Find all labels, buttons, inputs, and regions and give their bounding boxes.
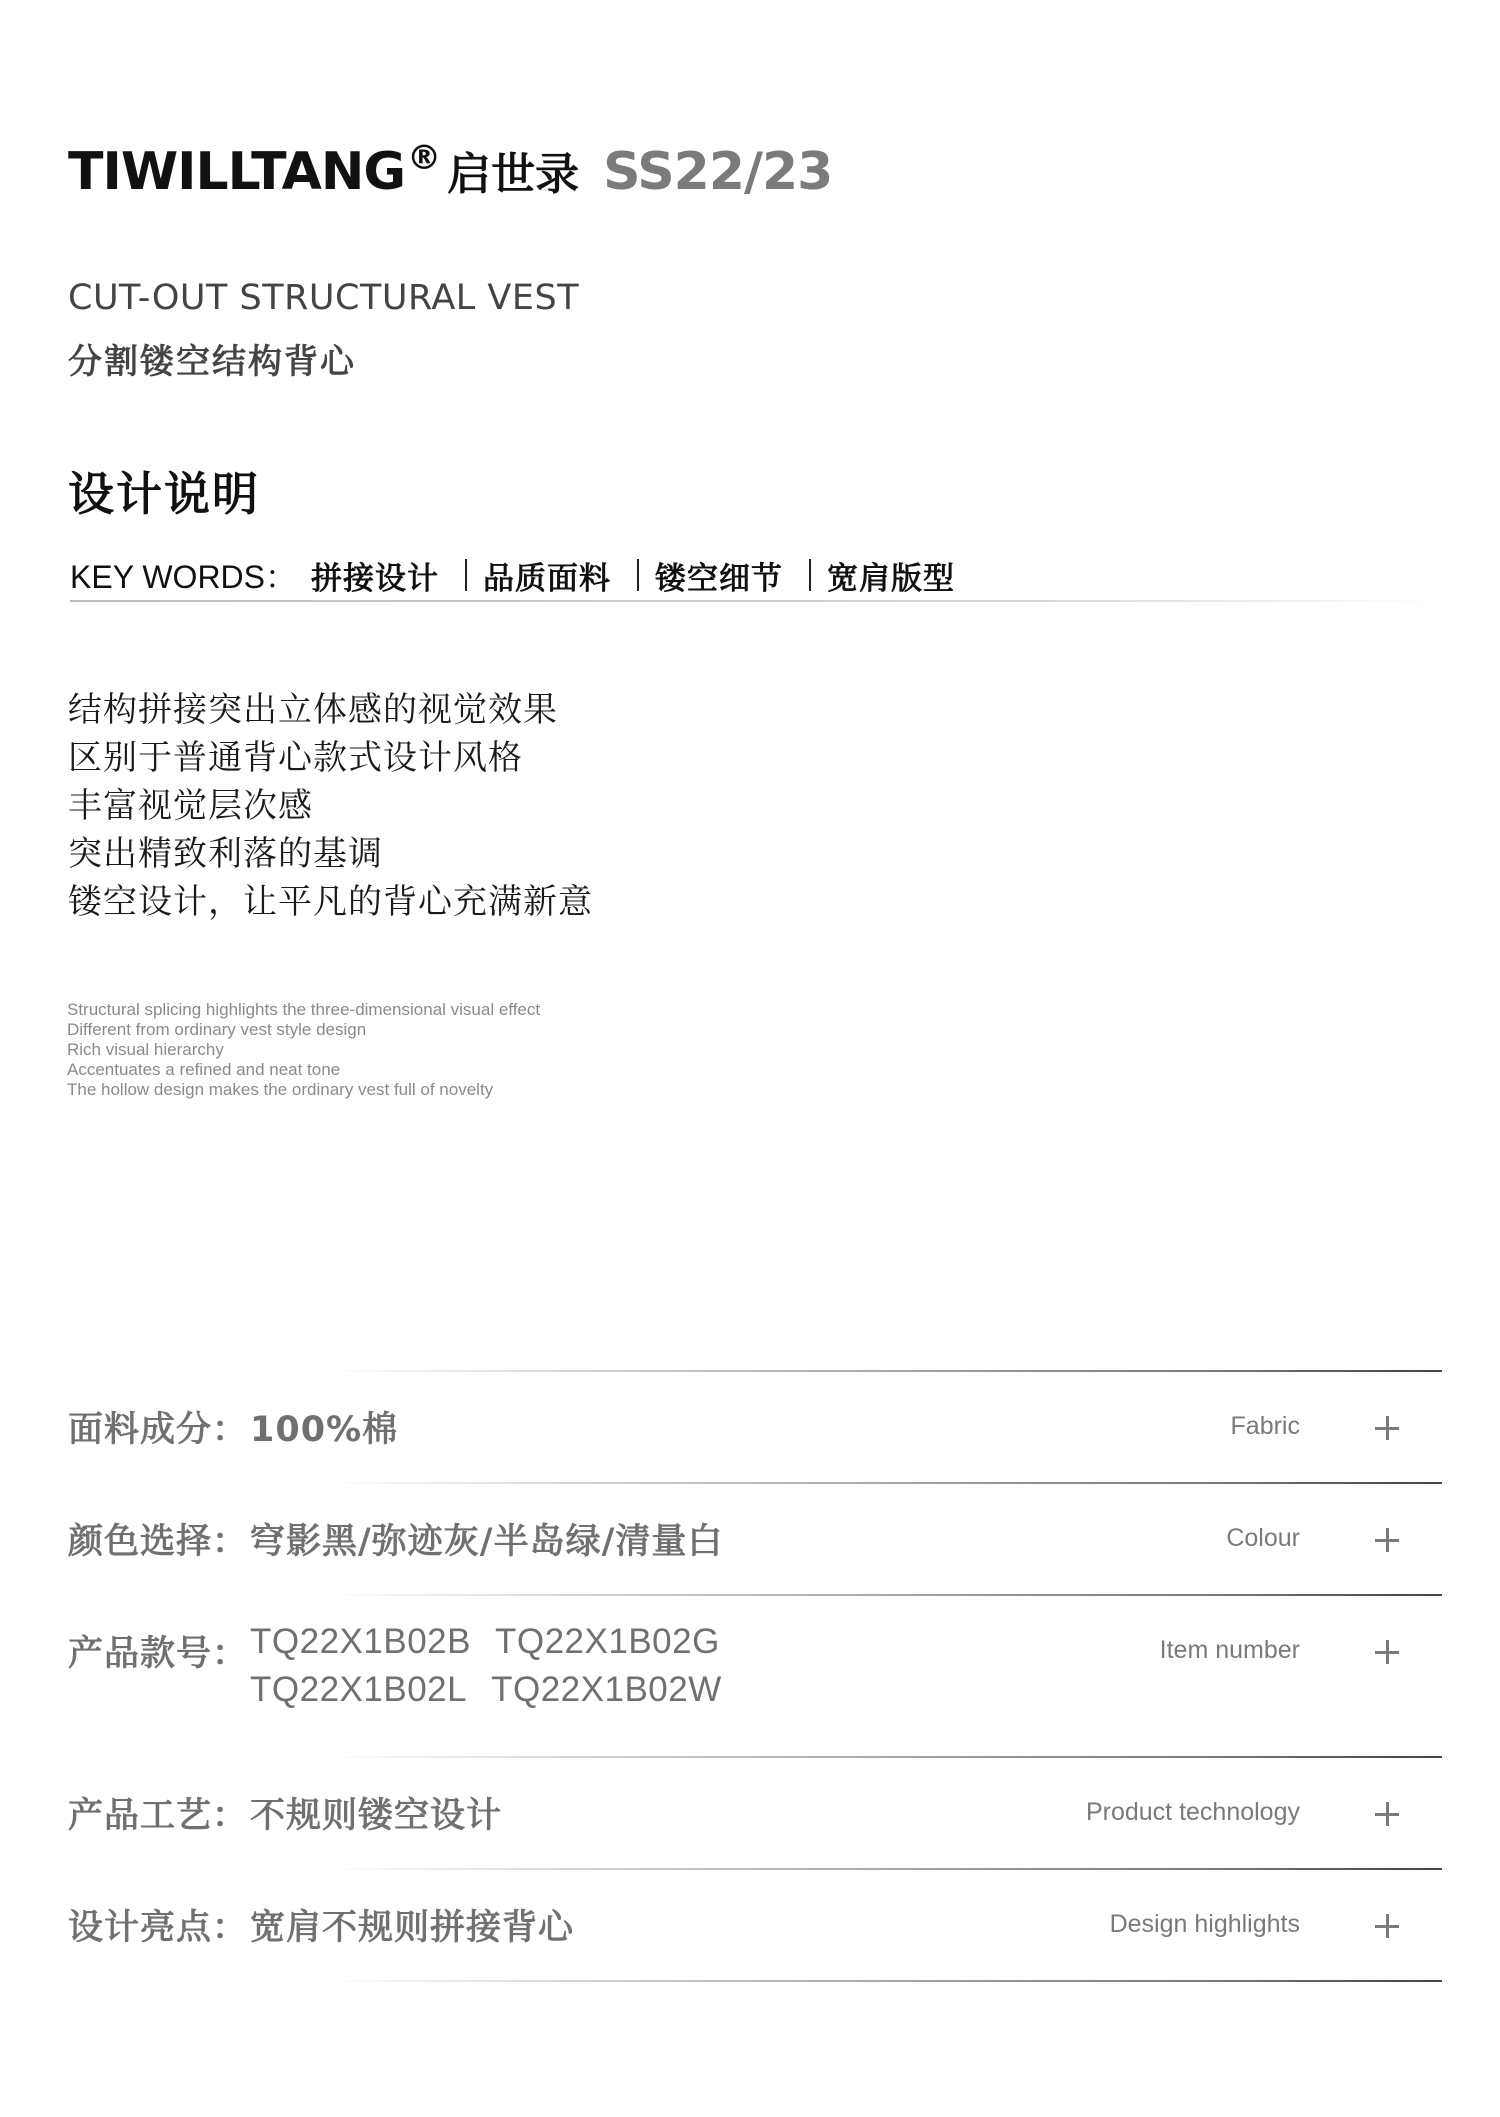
brand-header [68, 138, 832, 218]
spec-divider [330, 1980, 1442, 1982]
spec-label: 颜色选择： [68, 1522, 249, 1562]
item-number-line [250, 1666, 746, 1714]
spec-label: 产品工艺： [68, 1796, 249, 1836]
plus-icon[interactable] [1375, 1802, 1399, 1826]
design-heading: 设计说明 [68, 467, 260, 521]
item-number: TQ22X1B02L [250, 1670, 468, 1709]
spec-row-item-number[interactable] [0, 1596, 1500, 1756]
keyword-item: 品质面料 [483, 560, 612, 597]
plus-icon[interactable] [1375, 1640, 1399, 1664]
spec-value: 宽肩不规则拼接背心 [250, 1908, 575, 1948]
keyword-divider [809, 559, 811, 591]
spec-label-en: Fabric [1230, 1412, 1300, 1440]
keyword-item: 镂空细节 [655, 560, 784, 597]
description-en-line: Different from ordinary vest style design [67, 1020, 367, 1039]
keywords-underline [70, 600, 1440, 602]
item-number: TQ22X1B02W [491, 1670, 722, 1709]
description-cn-line: 丰富视觉层次感 [68, 786, 313, 826]
season-label: SS22/23 [603, 142, 833, 202]
description-cn-line: 突出精致利落的基调 [68, 834, 383, 874]
spec-value: 100%棉 [250, 1410, 399, 1450]
spec-label-en: Product technology [1085, 1798, 1300, 1826]
spec-label: 产品款号： [68, 1634, 249, 1674]
spec-row-fabric[interactable] [0, 1372, 1500, 1482]
spec-label-en: Item number [1159, 1636, 1300, 1664]
item-number-line [250, 1618, 746, 1666]
keywords-label: KEY WORDS： [70, 559, 298, 595]
plus-icon[interactable] [1375, 1914, 1399, 1938]
keyword-divider [637, 559, 639, 591]
spec-label: 面料成分： [68, 1410, 249, 1450]
description-cn-line: 镂空设计，让平凡的背心充满新意 [68, 882, 593, 922]
spec-label-en: Design highlights [1109, 1910, 1300, 1938]
keyword-divider [465, 559, 467, 591]
description-en-line: Structural splicing highlights the three-dimensional visual effect [67, 1000, 541, 1019]
spec-value: 穹影黑/弥迹灰/半岛绿/清量白 [250, 1522, 724, 1562]
description-cn-line: 结构拼接突出立体感的视觉效果 [68, 690, 558, 730]
plus-icon[interactable] [1375, 1416, 1399, 1440]
spec-label-en: Colour [1226, 1524, 1300, 1552]
description-en-line: Rich visual hierarchy [67, 1040, 224, 1059]
keyword-item: 拼接设计 [311, 560, 440, 597]
spec-row-colour[interactable] [0, 1484, 1500, 1594]
brand-logo-text: TIWILLTANG [68, 142, 406, 202]
keyword-item: 宽肩版型 [827, 560, 956, 597]
item-number: TQ22X1B02B [250, 1622, 471, 1661]
product-title-en: CUT-OUT STRUCTURAL VEST [68, 278, 580, 318]
keywords-row [70, 552, 955, 598]
registered-mark: ® [407, 138, 442, 178]
description-en-line: The hollow design makes the ordinary vest full of novelty [67, 1080, 494, 1099]
spec-value: 不规则镂空设计 [250, 1796, 503, 1836]
spec-row-product-technology[interactable] [0, 1758, 1500, 1868]
spec-value [250, 1618, 746, 1714]
product-title-cn: 分割镂空结构背心 [68, 342, 356, 382]
description-en [67, 1000, 540, 1100]
description-en-line: Accentuates a refined and neat tone [67, 1060, 341, 1079]
spec-label: 设计亮点： [68, 1908, 249, 1948]
description-cn-line: 区别于普通背心款式设计风格 [68, 738, 523, 778]
plus-icon[interactable] [1375, 1528, 1399, 1552]
spec-row-design-highlights[interactable] [0, 1870, 1500, 1980]
brand-name-cn: 启世录 [447, 149, 580, 200]
item-number: TQ22X1B02G [494, 1622, 720, 1661]
description-cn [68, 686, 593, 926]
